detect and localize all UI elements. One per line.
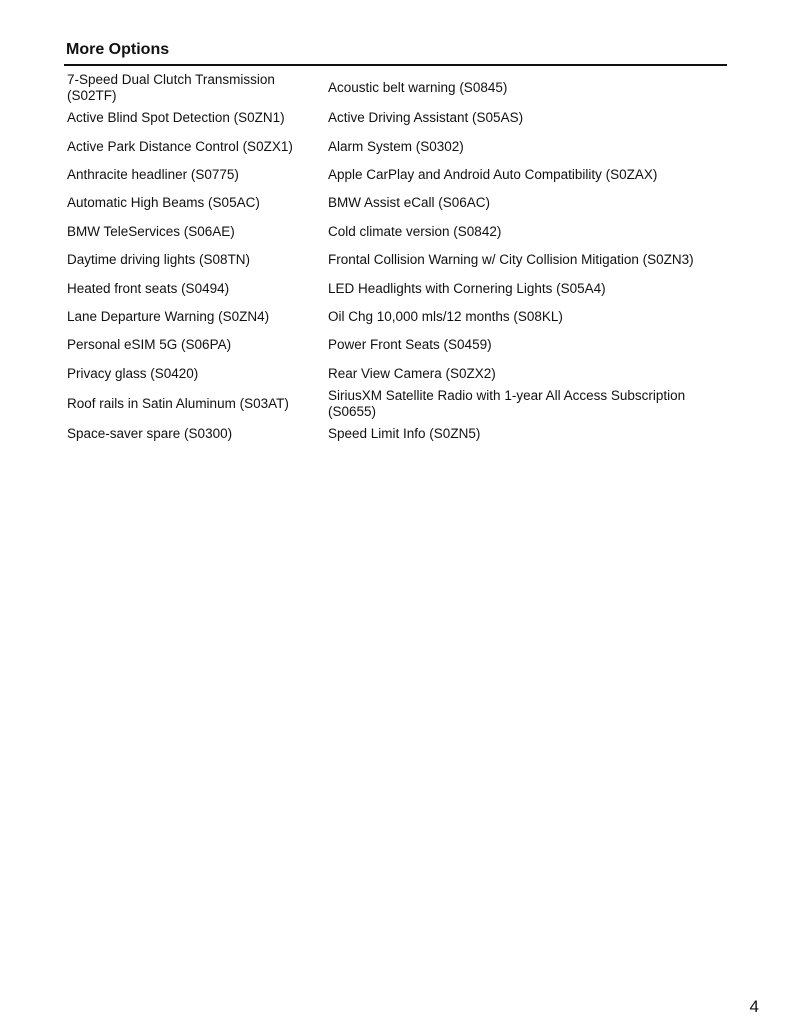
table-row [64, 246, 727, 274]
more-options-section [64, 40, 727, 448]
page-number: 4 [749, 997, 759, 1016]
table-row [64, 388, 727, 420]
table-row [64, 72, 727, 104]
option-cell: Oil Chg 10,000 mls/12 months (S08KL) [328, 308, 563, 324]
option-cell: Anthracite headliner (S0775) [67, 166, 239, 182]
option-cell: Privacy glass (S0420) [67, 365, 199, 381]
table-row [64, 132, 727, 160]
option-cell: Active Blind Spot Detection (S0ZN1) [67, 110, 285, 126]
table-row [64, 218, 727, 246]
option-cell: Cold climate version (S0842) [328, 223, 502, 239]
table-row [64, 360, 727, 388]
table-row [64, 331, 727, 359]
table-row [64, 274, 727, 302]
option-cell: Automatic High Beams (S05AC) [67, 195, 260, 211]
option-cell: LED Headlights with Cornering Lights (S05A4) [328, 280, 606, 296]
option-cell: Space-saver spare (S0300) [67, 426, 233, 442]
option-cell: Speed Limit Info (S0ZN5) [328, 426, 481, 442]
section-divider [64, 64, 727, 66]
option-cell: BMW TeleServices (S06AE) [67, 223, 235, 239]
options-table [64, 72, 727, 448]
option-cell: Acoustic belt warning (S0845) [328, 80, 508, 95]
option-cell: BMW Assist eCall (S06AC) [328, 195, 491, 211]
option-cell: SiriusXM Satellite Radio with 1-year All Access Subscription (S0655) [328, 387, 686, 419]
option-cell: Alarm System (S0302) [328, 138, 464, 154]
option-cell: Power Front Seats (S0459) [328, 337, 492, 353]
table-row [64, 303, 727, 331]
section-title: More Options [66, 41, 170, 58]
table-row [64, 420, 727, 448]
option-cell: Apple CarPlay and Android Auto Compatibility (S0ZAX) [328, 166, 658, 182]
option-cell: Daytime driving lights (S08TN) [67, 252, 251, 268]
option-cell: 7-Speed Dual Clutch Transmission (S02TF) [67, 72, 275, 103]
option-cell: Active Park Distance Control (S0ZX1) [67, 138, 293, 154]
option-cell: Roof rails in Satin Aluminum (S03AT) [67, 395, 289, 411]
option-cell: Lane Departure Warning (S0ZN4) [67, 308, 270, 324]
option-cell: Personal eSIM 5G (S06PA) [67, 337, 232, 353]
option-cell: Rear View Camera (S0ZX2) [328, 365, 496, 381]
option-cell: Active Driving Assistant (S05AS) [328, 110, 524, 126]
table-row [64, 161, 727, 189]
table-row [64, 104, 727, 132]
table-row [64, 189, 727, 217]
option-cell: Frontal Collision Warning w/ City Collision Mitigation (S0ZN3) [328, 252, 694, 268]
option-cell: Heated front seats (S0494) [67, 280, 230, 296]
